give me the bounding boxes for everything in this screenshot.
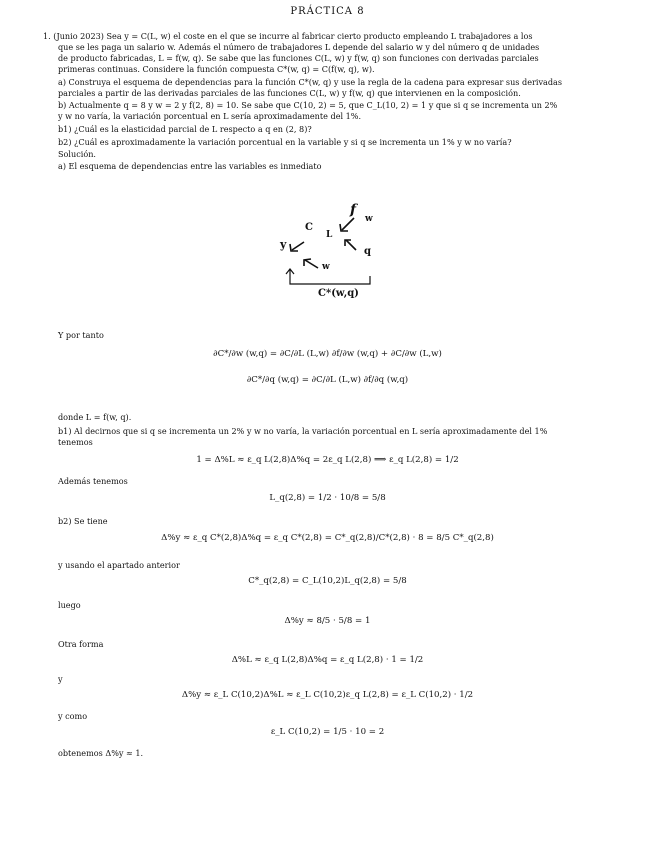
node-w-bottom: w (322, 262, 330, 272)
ademas-line: Además tenemos (58, 476, 128, 486)
problem-line-4: primeras continuas. Considere la función compuesta C*(w, q) = C(f(w, q), w). (58, 64, 375, 74)
equation-luego: Δ%y ≈ 8/5 · 5/8 = 1 (284, 616, 371, 626)
obtenemos-line: obtenemos Δ%y ≈ 1. (58, 748, 144, 758)
equation-lq: L_q(2,8) = 1/2 · 10/8 = 5/8 (269, 493, 386, 503)
arrow-q-l (346, 240, 356, 250)
equation-como: ε_L C(10,2) = 1/5 · 10 = 2 (270, 727, 385, 737)
problem-line-8: y w no varía, la variación porcentual en L sería aproximadamente del 1%. (58, 111, 362, 121)
node-w-top: w (365, 214, 373, 224)
node-y: y (280, 238, 287, 251)
problem-line-9: b1) ¿Cuál es la elasticidad parcial de L respecto a q en (2, 8)? (58, 124, 312, 134)
page-title: PRÁCTICA 8 (290, 6, 365, 17)
solution-heading: Solución. (58, 149, 96, 159)
luego-line: luego (58, 600, 81, 610)
b1-line-2: tenemos (58, 437, 93, 447)
arrow-w-y (305, 260, 318, 268)
problem-line-10: b2) ¿Cuál es aproximadamente la variación porcentual en la variable y si q se incrementa un 1% y w no varía? (58, 137, 512, 147)
node-cstar: C*(w,q) (318, 288, 359, 299)
equation-y: Δ%y ≈ ε_L C(10,2)Δ%L ≈ ε_L C(10,2)ε_q L(2,8) = ε_L C(10,2) · 1/2 (181, 690, 474, 700)
equation-dcstar-dw: ∂C*/∂w (w,q) = ∂C/∂L (L,w) ∂f/∂w (w,q) + ∂C/∂w (L,w) (213, 349, 442, 359)
otra-forma-line: Otra forma (58, 639, 104, 649)
node-l: L (326, 230, 333, 240)
arrow-c-y (292, 242, 304, 250)
y-como-line: y como (58, 711, 88, 721)
equation-dcstar-dq: ∂C*/∂q (w,q) = ∂C/∂L (L,w) ∂f/∂q (w,q) (246, 375, 409, 385)
problem-line-3: de producto fabricadas, L = f(w, q). Se sabe que las funciones C(L, w) y f(w, q) son funciones con derivadas parciales (58, 53, 539, 63)
node-q: q (364, 246, 371, 257)
equation-b2: Δ%y ≈ ε_q C*(2,8)Δ%q = ε_q C*(2,8) = C*_q(2,8)/C*(2,8) · 8 = 8/5 C*_q(2,8) (161, 533, 494, 543)
y-line: y (58, 674, 63, 684)
problem-line-6: parciales a partir de las derivadas parciales de las funciones C(L, w) y f(w, q) que intervienen en la composición. (58, 88, 521, 98)
bracket-cstar (290, 270, 370, 284)
problem-line-1: 1. (Junio 2023) Sea y = C(L, w) el coste en el que se incurre al fabricar cierto producto empleando L trabajadores a los (43, 31, 533, 41)
dependency-diagram (270, 200, 400, 310)
problem-line-7: b) Actualmente q = 8 y w = 2 y f(2, 8) = 10. Se sabe que C(10, 2) = 5, que C_L(10, 2) = 1 y que si q se incrementa un 2% (58, 100, 558, 110)
usando-line: y usando el apartado anterior (58, 560, 180, 570)
part-a-intro: a) El esquema de dependencias entre las variables es inmediato (58, 161, 322, 171)
y-por-tanto: Y por tanto (58, 330, 104, 340)
b1-line-1: b1) Al decirnos que si q se incrementa un 2% y w no varía, la variación porcentual en L sería aproximadamente del 1% (58, 426, 548, 436)
node-f: f (350, 202, 357, 218)
problem-line-5: a) Construya el esquema de dependencias para la función C*(w, q) y use la regla de la cadena para expresar sus derivadas (58, 77, 563, 87)
node-c: C (305, 222, 313, 233)
b2-line: b2) Se tiene (58, 516, 108, 526)
donde-line: donde L = f(w, q). (58, 412, 132, 422)
equation-b1: 1 = Δ%L ≈ ε_q L(2,8)Δ%q = 2ε_q L(2,8) ⟹ ε_q L(2,8) = 1/2 (196, 455, 459, 465)
arrow-f-l (342, 218, 354, 230)
equation-otra: Δ%L ≈ ε_q L(2,8)Δ%q = ε_q L(2,8) · 1 = 1/2 (231, 655, 424, 665)
problem-line-2: que se les paga un salario w. Además el número de trabajadores L depende del salario w y del número q de unidades (58, 42, 540, 52)
equation-cq: C*_q(2,8) = C_L(10,2)L_q(2,8) = 5/8 (248, 576, 407, 586)
